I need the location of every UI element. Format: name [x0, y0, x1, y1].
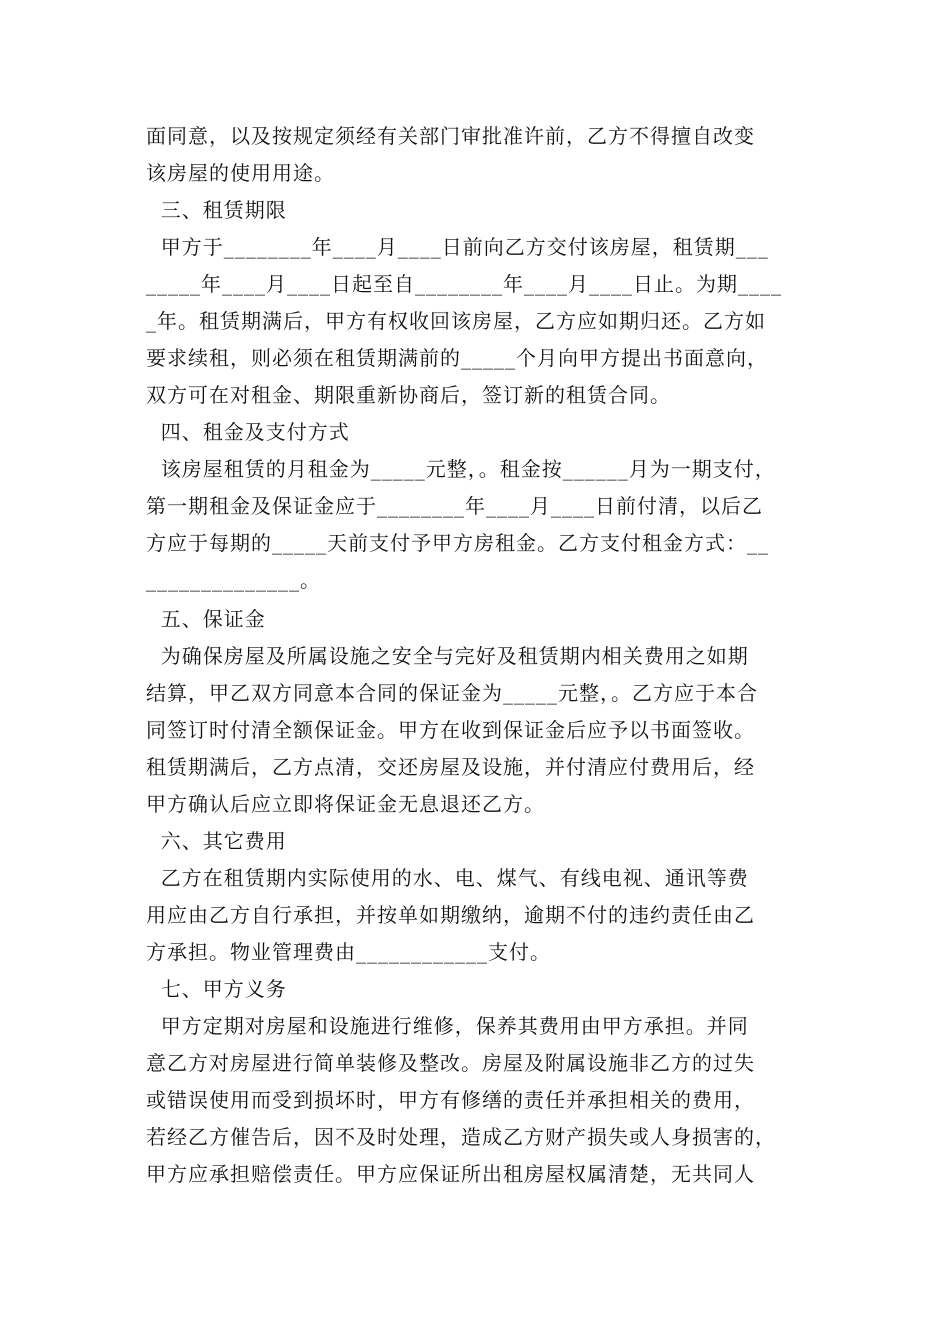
- paragraph-line: 租赁期满后，乙方点清，交还房屋及设施，并付清应付费用后，经: [146, 755, 755, 779]
- section-heading: 四、租金及支付方式: [146, 420, 350, 444]
- paragraph-line: 该房屋的使用用途。: [146, 161, 335, 185]
- paragraph-line: 要求续租，则必须在租赁期满前的_____个月向甲方提出书面意向，: [146, 346, 768, 370]
- paragraph-line: 该房屋租赁的月租金为_____元整，。租金按______月为一期支付，: [146, 457, 776, 481]
- paragraph-line: 甲方于________年____月____日前向乙方交付该房屋，租赁期___: [146, 235, 769, 259]
- paragraph-line: 方应于每期的_____天前支付予甲方房租金。乙方支付租金方式：__: [146, 531, 769, 555]
- section-heading: 六、其它费用: [146, 829, 287, 853]
- section-heading: 三、租赁期限: [146, 198, 287, 222]
- paragraph-line: 方承担。物业管理费由____________支付。: [146, 940, 551, 964]
- paragraph-line: 面同意，以及按规定须经有关部门审批准许前，乙方不得擅自改变: [146, 124, 755, 148]
- paragraph-line: 甲方应承担赔偿责任。甲方应保证所出租房屋权属清楚，无共同人: [146, 1162, 755, 1186]
- paragraph-line: 双方可在对租金、期限重新协商后，签订新的租赁合同。: [146, 383, 671, 407]
- section-heading: 五、保证金: [146, 607, 266, 631]
- paragraph-line: 为确保房屋及所属设施之安全与完好及租赁期内相关费用之如期: [146, 644, 749, 668]
- paragraph-line: 若经乙方催告后，因不及时处理，造成乙方财产损失或人身损害的，: [146, 1125, 776, 1149]
- paragraph-line: 用应由乙方自行承担，并按单如期缴纳，逾期不付的违约责任由乙: [146, 903, 755, 927]
- paragraph-line: ______________。: [146, 568, 321, 592]
- paragraph-line: 意乙方对房屋进行简单装修及整改。房屋及附属设施非乙方的过失: [146, 1051, 755, 1075]
- paragraph-line: 乙方在租赁期内实际使用的水、电、煤气、有线电视、通讯等费: [146, 866, 749, 890]
- paragraph-line: 同签订时付清全额保证金。甲方在收到保证金后应予以书面签收。: [146, 718, 755, 742]
- paragraph-line: _年。租赁期满后，甲方有权收回该房屋，乙方应如期归还。乙方如: [146, 309, 766, 333]
- paragraph-line: 第一期租金及保证金应于________年____月____日前付清，以后乙: [146, 494, 763, 518]
- paragraph-line: 结算，甲乙双方同意本合同的保证金为_____元整，。乙方应于本合: [146, 681, 758, 705]
- paragraph-line: 甲方确认后应立即将保证金无息退还乙方。: [146, 792, 545, 816]
- paragraph-line: 或错误使用而受到损坏时，甲方有修缮的责任并承担相关的费用，: [146, 1088, 755, 1112]
- paragraph-line: 甲方定期对房屋和设施进行维修，保养其费用由甲方承担。并同: [146, 1014, 749, 1038]
- paragraph-line: _____年____月____日起至自________年____月____日止。为期____: [146, 272, 782, 296]
- section-heading: 七、甲方义务: [146, 977, 287, 1001]
